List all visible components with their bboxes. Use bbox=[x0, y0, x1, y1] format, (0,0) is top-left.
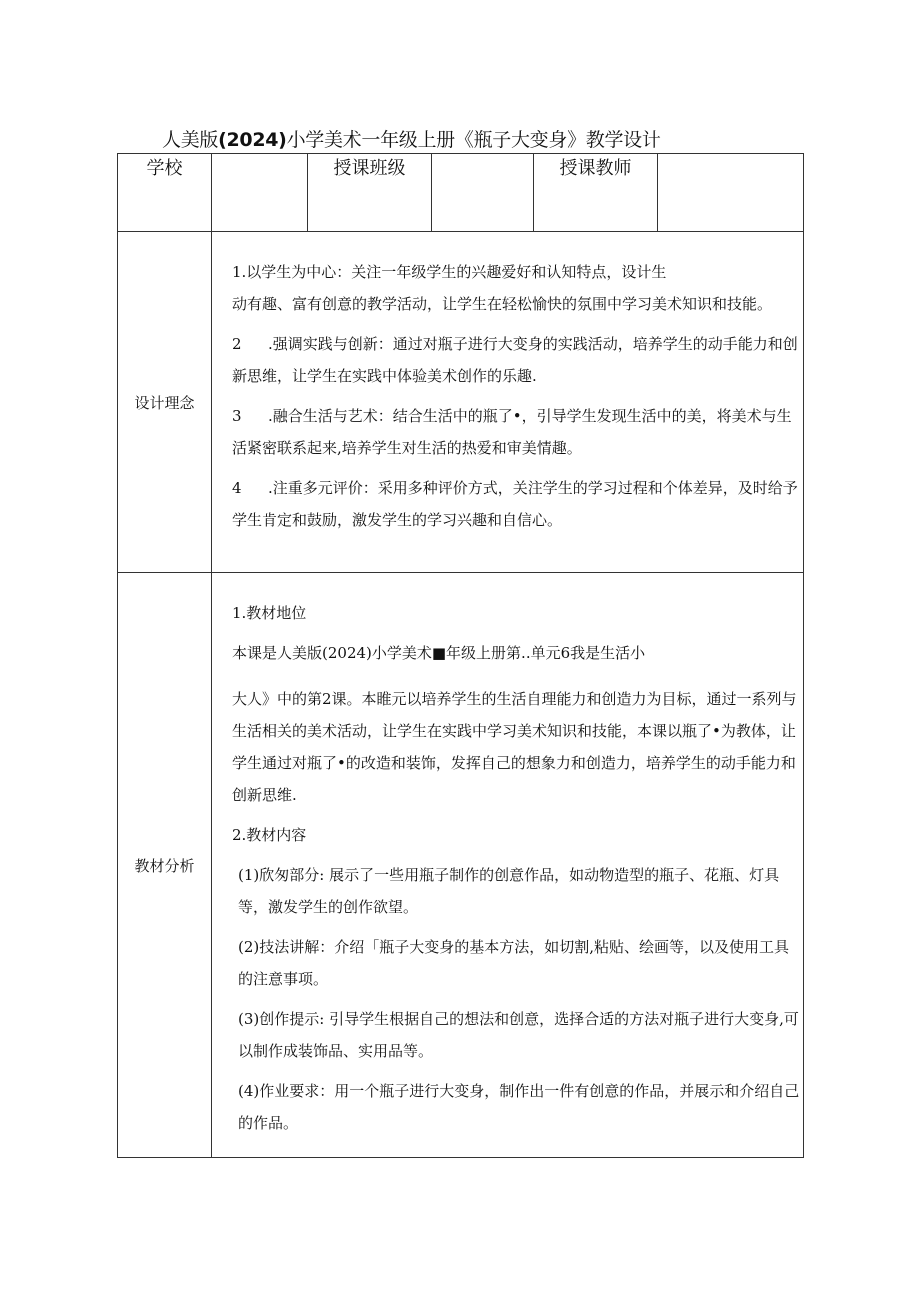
concept-point-3-text: .融合生活与艺术：结合生活中的瓶了•，引导学生发现生活中的美，将美术与生活紧密联系起来,培养学生对生活的热爱和审美情趣。 bbox=[232, 407, 792, 457]
material-content-item-2: (2)技法讲解：介绍「瓶子大变身的基本方法，如切割,粘贴、绘画等，以及使用工具的注意事项。 bbox=[238, 938, 790, 988]
concept-point-2-number: 2 bbox=[232, 335, 242, 353]
teacher-label: 授课教师 bbox=[534, 154, 658, 232]
concept-point-3-number: 3 bbox=[232, 407, 242, 425]
material-content-item-3: (3)创作提示: 引导学生根据自己的想法和创意，选择合适的方法对瓶子进行大变身,可以制作成装饰品、实用品等。 bbox=[238, 1010, 799, 1060]
school-label: 学校 bbox=[118, 154, 212, 232]
material-content-item-4: (4)作业要求：用一个瓶子进行大变身，制作出一件有创意的作品，并展示和介绍自己的作品。 bbox=[238, 1082, 800, 1132]
title-prefix: 人美版 bbox=[162, 129, 219, 151]
document-title bbox=[162, 126, 782, 154]
header-row bbox=[118, 154, 804, 232]
material-analysis-label: 教材分析 bbox=[118, 573, 212, 1158]
design-concept-content bbox=[212, 232, 804, 573]
material-content-heading: 2.教材内容 bbox=[232, 826, 307, 844]
material-position-line-2: 大人》中的第2课。本睢元以培养学生的生活自理能力和创造力为目标，通过一系列与生活相关的美术活动，让学生在实践中学习美术知识和技能，本课以瓶了•为教体，让学生通过对瓶了•的改造和装饰，发挥自己的想象力和创造力，培养学生的动手能力和创新思维. bbox=[232, 690, 797, 804]
school-value-cell[interactable] bbox=[212, 154, 308, 232]
teacher-value-cell[interactable] bbox=[658, 154, 804, 232]
concept-point-4 bbox=[232, 472, 801, 536]
concept-point-1-line-1: 1.以学生为中心：关注一年级学生的兴趣爱好和认知特点，设计生 bbox=[232, 263, 667, 281]
title-suffix: 小学美术一年级上册《瓶子大变身》教学设计 bbox=[286, 129, 661, 151]
material-analysis-content bbox=[212, 573, 804, 1158]
concept-point-4-number: 4 bbox=[232, 479, 242, 497]
concept-point-3 bbox=[232, 400, 801, 464]
class-label: 授课班级 bbox=[308, 154, 432, 232]
material-position-line-1: 本课是人美版(2024)小学美术■年级上册第..单元6我是生活小 bbox=[232, 644, 646, 662]
material-position-heading: 1.教材地位 bbox=[232, 604, 307, 622]
concept-point-2-text: .强调实践与创新：通过对瓶子进行大变身的实践活动，培养学生的动手能力和创新思维，让学生在实践中体验美术创作的乐趣. bbox=[232, 335, 798, 385]
design-concept-label: 设计理念 bbox=[118, 232, 212, 573]
concept-point-2 bbox=[232, 328, 801, 392]
lesson-plan-table bbox=[117, 153, 804, 1158]
design-concept-row bbox=[118, 232, 804, 573]
title-year: (2024) bbox=[218, 129, 287, 151]
concept-point-1-line-2: 动有趣、富有创意的教学活动，让学生在轻松愉快的氛围中学习美术知识和技能。 bbox=[232, 295, 773, 313]
material-analysis-row bbox=[118, 573, 804, 1158]
class-value-cell[interactable] bbox=[432, 154, 534, 232]
concept-point-4-text: .注重多元评价：采用多种评价方式，关注学生的学习过程和个体差异，及时给予学生肯定和鼓励，激发学生的学习兴趣和自信心。 bbox=[232, 479, 798, 529]
material-content-item-1: (1)欣匆部分: 展示了一些用瓶子制作的创意作品，如动物造型的瓶子、花瓶、灯具等，激发学生的创作欲望。 bbox=[238, 866, 780, 916]
